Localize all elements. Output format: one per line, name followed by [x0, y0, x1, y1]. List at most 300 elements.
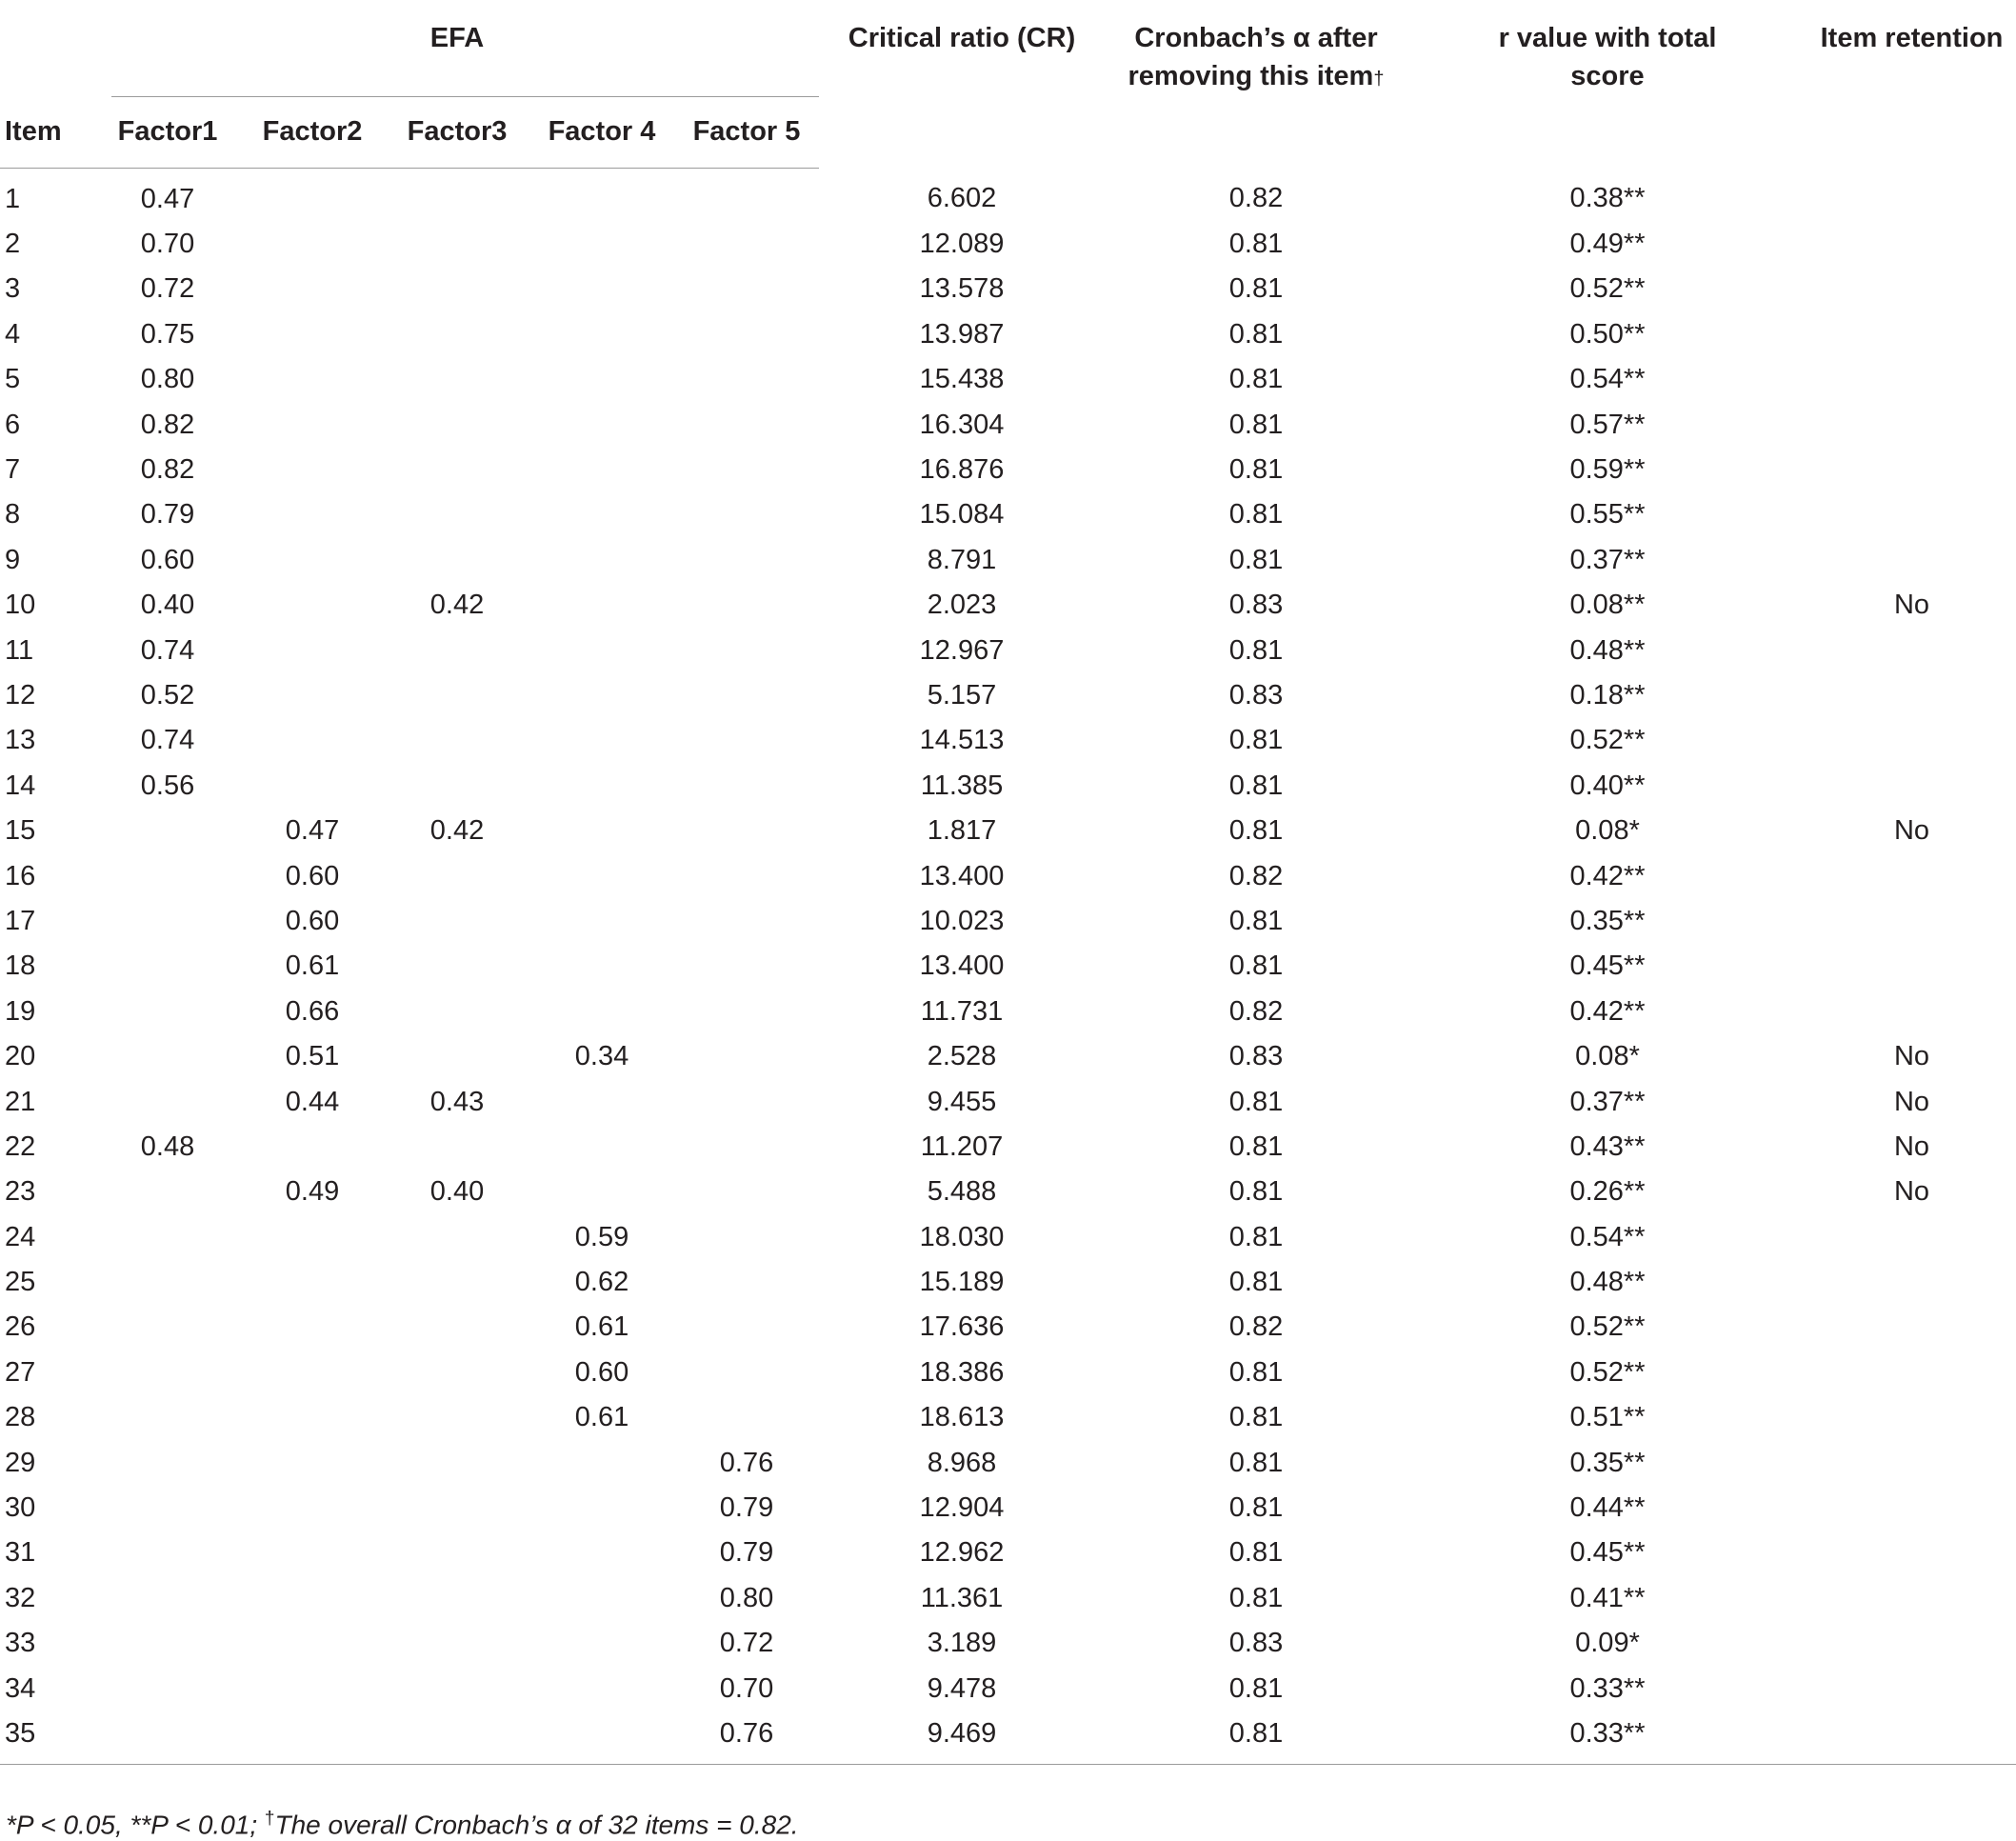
- cell-factor5: [674, 1124, 819, 1169]
- table-row: [0, 402, 2016, 447]
- cell-factor4: [529, 672, 674, 717]
- cell-item: 20: [5, 1041, 36, 1072]
- cell-r-total: 0.42**: [1569, 860, 1646, 891]
- cell-r-total: 0.54**: [1569, 364, 1646, 395]
- cell-factor2: [240, 402, 385, 447]
- cell-factor5: [674, 853, 819, 898]
- cell-critical-ratio: 12.967: [919, 634, 1005, 666]
- cell-critical-ratio: 16.876: [919, 454, 1005, 486]
- header-factor2: Factor2: [240, 95, 385, 169]
- cell-factor2: [240, 1440, 385, 1485]
- header-r-line2: score: [1570, 61, 1645, 91]
- cell-factor4: [529, 1711, 674, 1764]
- cell-factor1: 0.74: [140, 634, 195, 666]
- cell-alpha-if-deleted: 0.81: [1228, 1131, 1284, 1162]
- cell-factor2: 0.60: [285, 860, 340, 891]
- cell-factor1: [95, 1440, 240, 1485]
- cell-r-total: 0.33**: [1407, 1711, 1807, 1764]
- cell-factor1: [95, 1170, 240, 1214]
- cell-alpha-if-deleted: 0.81: [1228, 905, 1284, 936]
- cell-alpha-if-deleted: 0.81: [1228, 725, 1284, 756]
- cell-factor1: 0.47: [140, 183, 195, 214]
- header-alpha-line1: Cronbach’s α after: [1134, 23, 1378, 53]
- cell-factor3: 0.42: [429, 590, 485, 621]
- cell-factor4: [529, 447, 674, 491]
- cell-alpha-if-deleted: 0.81: [1228, 1221, 1284, 1252]
- cell-factor1: 0.52: [140, 679, 195, 710]
- cell-item: 12: [5, 679, 36, 710]
- cell-factor1: 0.79: [140, 499, 195, 530]
- cell-factor1: [95, 1079, 240, 1124]
- cell-factor4: [529, 311, 674, 356]
- cell-factor3: [385, 1666, 529, 1711]
- header-efa: [95, 0, 819, 95]
- cell-factor4: 0.34: [574, 1041, 629, 1072]
- table-row: [0, 1305, 2016, 1350]
- cell-retention: No: [1893, 1086, 1930, 1117]
- cell-retention: [1807, 1259, 2016, 1304]
- cell-factor1: 0.40: [140, 590, 195, 621]
- table-row: [0, 944, 2016, 989]
- cell-r-total: 0.52**: [1569, 1311, 1646, 1343]
- cell-factor2: [240, 169, 385, 222]
- cell-factor3: [385, 1350, 529, 1394]
- header-cr: Critical ratio (CR): [848, 23, 1076, 53]
- cell-alpha-if-deleted: 0.81: [1228, 634, 1284, 666]
- cell-alpha-if-deleted: 0.82: [1228, 1311, 1284, 1343]
- cell-factor3: [385, 1395, 529, 1440]
- cell-alpha-if-deleted: 0.81: [1228, 1582, 1284, 1613]
- cell-factor1: [95, 853, 240, 898]
- cell-factor2: [240, 1621, 385, 1666]
- table-row: [0, 267, 2016, 311]
- cell-factor2: [240, 1711, 385, 1764]
- cell-factor5: 0.72: [719, 1628, 774, 1659]
- cell-r-total: 0.35**: [1569, 1447, 1646, 1478]
- cell-item: 34: [5, 1672, 36, 1704]
- cell-factor4: [529, 1440, 674, 1485]
- cell-factor2: [240, 492, 385, 537]
- cell-factor4: [529, 1575, 674, 1620]
- cell-factor4: [529, 1170, 674, 1214]
- cell-factor2: 0.49: [285, 1176, 340, 1208]
- cell-item: 35: [0, 1711, 95, 1764]
- cell-factor2: [240, 1666, 385, 1711]
- cell-factor5: [674, 1395, 819, 1440]
- table-row: [0, 447, 2016, 491]
- cell-factor3: [385, 718, 529, 763]
- cell-item: 33: [5, 1628, 36, 1659]
- cell-factor1: [95, 808, 240, 852]
- cell-factor1: [95, 1350, 240, 1394]
- cell-critical-ratio: 5.488: [927, 1176, 997, 1208]
- table-row: [0, 1170, 2016, 1214]
- cell-retention: [1807, 267, 2016, 311]
- cell-critical-ratio: 10.023: [919, 905, 1005, 936]
- cell-factor1: [95, 1305, 240, 1350]
- header-r-line1: r value with total: [1498, 23, 1717, 53]
- cell-item: 6: [5, 409, 21, 440]
- cell-retention: [1807, 1531, 2016, 1575]
- cell-r-total: 0.44**: [1569, 1492, 1646, 1524]
- cell-retention: [1807, 221, 2016, 266]
- cell-factor1: 0.82: [140, 454, 195, 486]
- cell-factor4: [529, 267, 674, 311]
- cell-factor3: 0.43: [429, 1086, 485, 1117]
- cell-factor5: 0.79: [719, 1492, 774, 1524]
- cell-critical-ratio: 18.030: [919, 1221, 1005, 1252]
- cell-r-total: 0.59**: [1569, 454, 1646, 486]
- cell-r-total: 0.51**: [1569, 1402, 1646, 1433]
- cell-item: 5: [5, 364, 21, 395]
- cell-item: 15: [5, 815, 36, 847]
- cell-factor1: 0.60: [140, 544, 195, 575]
- cell-alpha-if-deleted: 0.81: [1228, 544, 1284, 575]
- cell-factor3: [385, 1711, 529, 1764]
- cell-retention: [1807, 402, 2016, 447]
- cell-critical-ratio: 13.400: [919, 860, 1005, 891]
- cell-factor2: [240, 1259, 385, 1304]
- cell-r-total: 0.45**: [1569, 1537, 1646, 1569]
- table-row: [0, 1485, 2016, 1530]
- cell-item: 17: [5, 905, 36, 936]
- header-alpha: [1105, 0, 1407, 169]
- cell-factor2: [240, 537, 385, 582]
- cell-factor3: [385, 357, 529, 402]
- cell-r-total: 0.08*: [1575, 815, 1640, 847]
- cell-factor5: [674, 763, 819, 808]
- cell-r-total: 0.08**: [1569, 590, 1646, 621]
- table-row: [0, 583, 2016, 628]
- cell-factor1: 0.72: [140, 273, 195, 305]
- cell-factor5: 0.76: [674, 1711, 819, 1764]
- table-row: [0, 1033, 2016, 1078]
- cell-factor3: [385, 221, 529, 266]
- cell-factor3: [385, 1440, 529, 1485]
- cell-factor3: [385, 944, 529, 989]
- cell-factor1: [95, 1033, 240, 1078]
- cell-r-total: 0.48**: [1569, 634, 1646, 666]
- cell-alpha-if-deleted: 0.81: [1228, 273, 1284, 305]
- header-row-top: [0, 0, 2016, 95]
- cell-factor4: 0.61: [574, 1402, 629, 1433]
- cell-factor3: [385, 672, 529, 717]
- cell-factor2: [240, 1485, 385, 1530]
- cell-alpha-if-deleted: 0.81: [1228, 1176, 1284, 1208]
- cell-retention: No: [1893, 1131, 1930, 1162]
- cell-factor3: [385, 1124, 529, 1169]
- cell-factor4: [529, 944, 674, 989]
- cell-factor2: [240, 1575, 385, 1620]
- cell-factor5: [674, 492, 819, 537]
- cell-r-total: 0.43**: [1569, 1131, 1646, 1162]
- table-row: [0, 672, 2016, 717]
- cell-critical-ratio: 9.478: [927, 1672, 997, 1704]
- cell-alpha-if-deleted: 0.81: [1228, 1672, 1284, 1704]
- cell-alpha-if-deleted: 0.81: [1228, 1267, 1284, 1298]
- cell-factor5: [674, 628, 819, 672]
- header-factor3: Factor3: [385, 95, 529, 169]
- table-row: [0, 311, 2016, 356]
- cell-alpha-if-deleted: 0.81: [1228, 318, 1284, 350]
- cell-factor4: [529, 808, 674, 852]
- cell-retention: [1807, 944, 2016, 989]
- cell-factor3: [385, 1575, 529, 1620]
- cell-factor3: [385, 628, 529, 672]
- cell-critical-ratio: 11.731: [920, 995, 1004, 1027]
- cell-factor1: 0.75: [140, 318, 195, 350]
- table-row: [0, 1621, 2016, 1666]
- header-item: Item: [0, 95, 95, 169]
- cell-factor5: [674, 989, 819, 1033]
- cell-factor4: [529, 1124, 674, 1169]
- cell-item: 8: [5, 499, 21, 530]
- cell-retention: [1807, 898, 2016, 943]
- cell-retention: [1807, 1214, 2016, 1259]
- cell-factor2: [240, 1305, 385, 1350]
- cell-factor3: 0.42: [429, 815, 485, 847]
- table-row: [0, 1350, 2016, 1394]
- cell-factor5: [674, 1033, 819, 1078]
- cell-r-total: 0.40**: [1569, 770, 1646, 801]
- header-r: [1407, 0, 1807, 169]
- cell-factor2: 0.66: [285, 995, 340, 1027]
- table-row: [0, 492, 2016, 537]
- cell-item: 30: [5, 1492, 36, 1524]
- cell-alpha-if-deleted: 0.81: [1228, 815, 1284, 847]
- cell-retention: [1807, 1305, 2016, 1350]
- cell-factor4: [529, 169, 674, 222]
- cell-critical-ratio: 11.207: [920, 1131, 1004, 1162]
- cell-alpha-if-deleted: 0.81: [1228, 1492, 1284, 1524]
- cell-factor1: [95, 1259, 240, 1304]
- cell-factor5: [674, 169, 819, 222]
- cell-factor4: [529, 583, 674, 628]
- cell-critical-ratio: 18.613: [919, 1402, 1005, 1433]
- cell-r-total: 0.37**: [1569, 1086, 1646, 1117]
- cell-critical-ratio: 13.400: [919, 951, 1005, 982]
- cell-critical-ratio: 13.578: [919, 273, 1005, 305]
- table-row: [0, 169, 2016, 222]
- table-row: [0, 1079, 2016, 1124]
- cell-alpha-if-deleted: 0.81: [1228, 364, 1284, 395]
- cell-factor3: [385, 402, 529, 447]
- cell-item: 29: [5, 1447, 36, 1478]
- cell-factor4: [529, 1666, 674, 1711]
- cell-r-total: 0.49**: [1569, 229, 1646, 260]
- cell-alpha-if-deleted: 0.81: [1228, 409, 1284, 440]
- cell-item: 28: [5, 1402, 36, 1433]
- cell-factor2: 0.44: [285, 1086, 340, 1117]
- cell-factor1: [95, 898, 240, 943]
- cell-retention: No: [1893, 1041, 1930, 1072]
- cell-factor3: [385, 267, 529, 311]
- header-alpha-line2: removing this item: [1128, 61, 1374, 91]
- cell-factor2: [240, 311, 385, 356]
- cell-retention: No: [1893, 590, 1930, 621]
- cell-factor4: 0.62: [574, 1267, 629, 1298]
- cell-factor4: [529, 898, 674, 943]
- cell-factor5: [674, 583, 819, 628]
- cell-factor4: [529, 1531, 674, 1575]
- cell-factor2: 0.47: [285, 815, 340, 847]
- cell-alpha-if-deleted: 0.83: [1228, 1041, 1284, 1072]
- cell-factor5: [674, 537, 819, 582]
- cell-critical-ratio: 17.636: [919, 1311, 1005, 1343]
- cell-factor2: 0.60: [285, 905, 340, 936]
- cell-r-total: 0.50**: [1569, 318, 1646, 350]
- cell-r-total: 0.45**: [1569, 951, 1646, 982]
- header-factor1: Factor1: [95, 95, 240, 169]
- footnote-significance: *P < 0.05, **P < 0.01;: [6, 1810, 265, 1840]
- cell-critical-ratio: 3.189: [927, 1628, 997, 1659]
- cell-item: 32: [5, 1582, 36, 1613]
- cell-factor3: 0.40: [429, 1176, 485, 1208]
- cell-factor5: [674, 808, 819, 852]
- cell-factor1: [95, 989, 240, 1033]
- cell-alpha-if-deleted: 0.81: [1228, 770, 1284, 801]
- table-row: [0, 537, 2016, 582]
- cell-alpha-if-deleted: 0.81: [1228, 1402, 1284, 1433]
- cell-r-total: 0.08*: [1575, 1041, 1640, 1072]
- cell-critical-ratio: 12.962: [919, 1537, 1005, 1569]
- cell-factor5: [674, 672, 819, 717]
- table-row: [0, 853, 2016, 898]
- cell-factor5: [674, 1305, 819, 1350]
- cell-critical-ratio: 8.968: [927, 1447, 997, 1478]
- table-row: [0, 989, 2016, 1033]
- table-row: [0, 628, 2016, 672]
- table-row: [0, 1575, 2016, 1620]
- footnote-dagger: †: [264, 1809, 275, 1829]
- cell-item: 18: [5, 951, 36, 982]
- header-retention: Item retention: [1820, 23, 2004, 53]
- header-factor5: Factor 5: [674, 95, 819, 169]
- cell-critical-ratio: 6.602: [927, 183, 997, 214]
- cell-retention: [1807, 853, 2016, 898]
- cell-retention: [1807, 311, 2016, 356]
- cell-item: 27: [5, 1356, 36, 1388]
- cell-critical-ratio: 12.089: [919, 229, 1005, 260]
- cell-factor1: [95, 1214, 240, 1259]
- cell-alpha-if-deleted: 0.83: [1228, 1628, 1284, 1659]
- cell-factor2: [240, 1214, 385, 1259]
- cell-critical-ratio: 1.817: [927, 815, 997, 847]
- cell-item: 25: [5, 1267, 36, 1298]
- cell-factor5: [674, 267, 819, 311]
- cell-factor4: [529, 853, 674, 898]
- cell-retention: [1807, 718, 2016, 763]
- cell-retention: [1807, 537, 2016, 582]
- cell-retention: [1807, 763, 2016, 808]
- cell-critical-ratio: 15.438: [919, 364, 1005, 395]
- cell-factor1: [95, 1531, 240, 1575]
- cell-factor2: [240, 583, 385, 628]
- cell-retention: [1807, 1395, 2016, 1440]
- cell-critical-ratio: 11.361: [920, 1582, 1004, 1613]
- cell-r-total: 0.42**: [1569, 995, 1646, 1027]
- cell-factor1: [95, 1666, 240, 1711]
- cell-factor3: [385, 1033, 529, 1078]
- cell-factor5: 0.79: [719, 1537, 774, 1569]
- cell-r-total: 0.57**: [1569, 409, 1646, 440]
- cell-r-total: 0.52**: [1569, 273, 1646, 305]
- cell-factor4: [529, 537, 674, 582]
- cell-critical-ratio: 2.023: [927, 590, 997, 621]
- cell-item: 9: [5, 544, 21, 575]
- cell-item: 14: [5, 770, 36, 801]
- table-body: [0, 169, 2016, 1765]
- cell-factor3: [385, 492, 529, 537]
- cell-factor5: [674, 357, 819, 402]
- cell-factor5: [674, 311, 819, 356]
- cell-alpha-if-deleted: 0.83: [1228, 679, 1284, 710]
- cell-alpha-if-deleted: 0.81: [1228, 1356, 1284, 1388]
- cell-factor5: 0.70: [719, 1672, 774, 1704]
- cell-factor4: [529, 1621, 674, 1666]
- cell-alpha-if-deleted: 0.81: [1228, 499, 1284, 530]
- table-row: [0, 1666, 2016, 1711]
- cell-r-total: 0.18**: [1569, 679, 1646, 710]
- cell-critical-ratio: 13.987: [919, 318, 1005, 350]
- cell-factor3: [385, 1214, 529, 1259]
- cell-item: 4: [5, 318, 21, 350]
- cell-factor3: [385, 447, 529, 491]
- cell-factor1: [95, 1621, 240, 1666]
- cell-retention: [1807, 1440, 2016, 1485]
- cell-critical-ratio: 8.791: [927, 544, 997, 575]
- cell-retention: [1807, 1350, 2016, 1394]
- cell-factor2: [240, 1124, 385, 1169]
- cell-factor5: [674, 1214, 819, 1259]
- cell-r-total: 0.38**: [1569, 183, 1646, 214]
- cell-factor4: [529, 718, 674, 763]
- cell-alpha-if-deleted: 0.83: [1228, 590, 1284, 621]
- cell-factor2: [240, 357, 385, 402]
- cell-factor1: 0.80: [140, 364, 195, 395]
- cell-alpha-if-deleted: 0.81: [1228, 1447, 1284, 1478]
- cell-critical-ratio: 11.385: [920, 770, 1004, 801]
- cell-item: 31: [5, 1537, 36, 1569]
- table-row: [0, 1214, 2016, 1259]
- cell-factor2: [240, 447, 385, 491]
- cell-critical-ratio: 14.513: [919, 725, 1005, 756]
- cell-factor4: 0.61: [574, 1311, 629, 1343]
- cell-retention: [1807, 447, 2016, 491]
- cell-factor2: [240, 672, 385, 717]
- cell-r-total: 0.41**: [1569, 1582, 1646, 1613]
- cell-item: 23: [5, 1176, 36, 1208]
- footnote-overall-alpha: The overall Cronbach’s α of 32 items = 0.82.: [274, 1810, 799, 1840]
- cell-retention: [1807, 169, 2016, 222]
- cell-r-total: 0.09*: [1575, 1628, 1640, 1659]
- cell-alpha-if-deleted: 0.81: [1228, 951, 1284, 982]
- cell-factor4: [529, 1079, 674, 1124]
- header-item-spacer: [0, 0, 95, 95]
- table-footnote: [6, 1803, 799, 1841]
- cell-retention: [1807, 672, 2016, 717]
- cell-factor2: [240, 267, 385, 311]
- cell-factor3: [385, 1259, 529, 1304]
- cell-factor3: [385, 1485, 529, 1530]
- cell-r-total: 0.54**: [1569, 1221, 1646, 1252]
- efa-divider: [111, 96, 819, 97]
- cell-factor2: [240, 221, 385, 266]
- cell-factor2: [240, 1350, 385, 1394]
- cell-factor4: 0.59: [574, 1221, 629, 1252]
- cell-factor5: [674, 898, 819, 943]
- cell-retention: No: [1893, 1176, 1930, 1208]
